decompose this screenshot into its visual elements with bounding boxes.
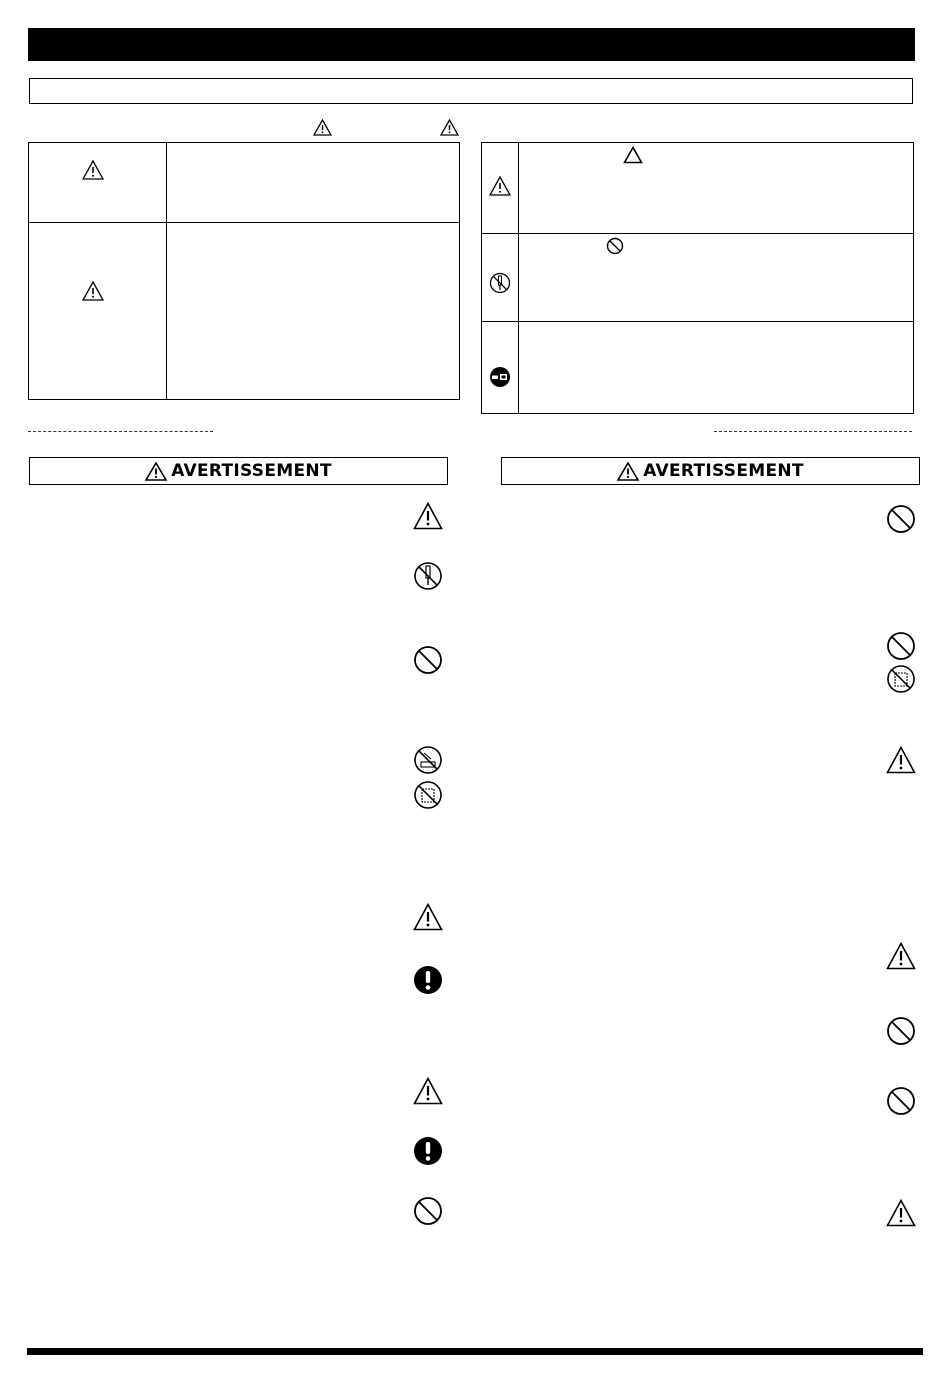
warning-title: AVERTISSEMENT [643, 461, 804, 481]
caution-triangle-icon [413, 903, 443, 931]
prohibited-circle-icon [606, 237, 624, 255]
symbol-legend-table-left [28, 142, 460, 400]
header-bar [28, 28, 915, 61]
caution-triangle-icon [413, 502, 443, 530]
prohibited-circle-icon [886, 1086, 916, 1116]
triangle-symbol-icon [623, 146, 643, 164]
no-wet-hands-icon [886, 664, 916, 694]
table-divider [518, 142, 519, 414]
warning-triangle-icon [617, 462, 639, 481]
warning-triangle-icon [145, 462, 167, 481]
table-divider [166, 142, 167, 400]
do-not-disassemble-icon [489, 272, 511, 294]
subtitle-box [29, 78, 913, 104]
table-divider [481, 233, 914, 234]
dashed-separator [714, 431, 912, 432]
table-divider [28, 222, 460, 223]
warning-triangle-icon [82, 160, 104, 180]
warning-heading-left [29, 457, 448, 485]
symbol-legend-table-right [481, 142, 914, 414]
no-wet-hands-icon [413, 780, 443, 810]
table-divider [481, 321, 914, 322]
mandatory-exclamation-icon [413, 1136, 443, 1166]
caution-triangle-icon [82, 281, 104, 301]
prohibited-circle-icon [886, 1016, 916, 1046]
caution-triangle-icon [886, 1199, 916, 1227]
mandatory-exclamation-icon [413, 965, 443, 995]
caution-triangle-icon [489, 176, 511, 196]
warning-title: AVERTISSEMENT [171, 461, 332, 481]
caution-triangle-icon [313, 119, 332, 136]
caution-triangle-icon [413, 1077, 443, 1105]
prohibited-circle-icon [413, 1196, 443, 1226]
unplug-icon [489, 366, 511, 388]
prohibited-circle-icon [886, 631, 916, 661]
do-not-disassemble-icon [413, 561, 443, 591]
warning-heading-right [501, 457, 920, 485]
footer-bar [27, 1348, 923, 1355]
prohibited-circle-icon [886, 504, 916, 534]
caution-triangle-icon [886, 942, 916, 970]
caution-triangle-icon [440, 119, 459, 136]
caution-triangle-icon [886, 746, 916, 774]
dashed-separator [28, 431, 213, 432]
no-water-icon [413, 745, 443, 775]
prohibited-circle-icon [413, 645, 443, 675]
